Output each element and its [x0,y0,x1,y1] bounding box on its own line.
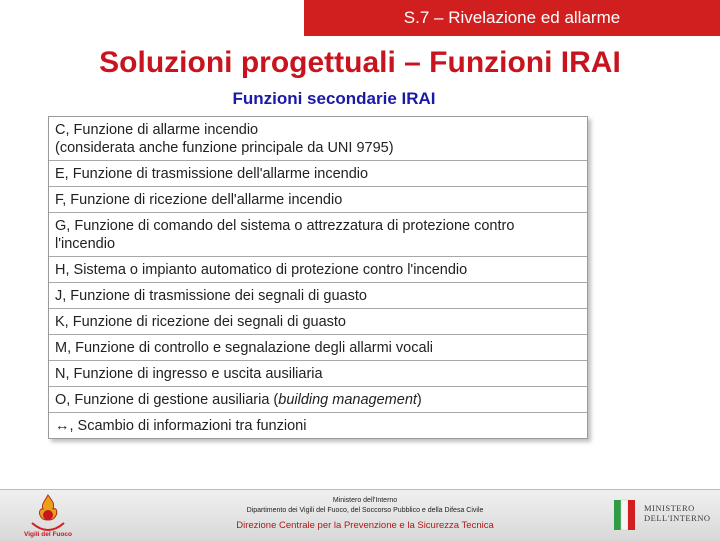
table-row [49,335,587,361]
row-text: E, Funzione di trasmissione dell'allarme incendio [55,166,369,182]
footer-ministry: Ministero dell'Interno [332,497,398,504]
functions-table [48,116,588,439]
footer-direction: Direzione Centrale per la Prevenzione e la Sicurezza Tecnica [236,520,494,531]
row-text: G, Funzione di comando del sistema o attrezzatura di protezione contro [55,218,515,234]
row-text-emphasis: building management [278,392,417,408]
vigili-del-fuoco-logo-icon [22,493,74,539]
table-row [49,283,587,309]
footer-ministry-info [200,496,530,516]
row-text: J, Funzione di trasmissione dei segnali di guasto [55,288,367,304]
row-text-continued: l'incendio [55,236,116,252]
section-label: S.7 – Rivelazione ed allarme [403,8,621,27]
row-text-prefix: O, Funzione di gestione ausiliaria ( [55,392,279,408]
row-text: N, Funzione di ingresso e uscita ausiliaria [55,366,323,382]
row-text: H, Sistema o impianto automatico di protezione contro l'incendio [55,262,468,278]
row-text: C, Funzione di allarme incendio [55,122,259,138]
slide-title: Soluzioni progettuali – Funzioni IRAI [99,46,621,79]
ministero-logo-text [644,503,711,523]
table-row [49,309,587,335]
row-text: K, Funzione di ricezione dei segnali di guasto [55,314,346,330]
ministero-line-1: MINISTERO [644,503,695,513]
row-text: M, Funzione di controllo e segnalazione degli allarmi vocali [55,340,434,356]
logo-left-text: Vigili del Fuoco [24,531,72,538]
slide-subtitle: Funzioni secondarie IRAI [232,89,436,108]
table-row [49,117,587,161]
table-row [49,213,587,257]
table-row [49,387,587,413]
row-text: ↔, Scambio di informazioni tra funzioni [55,418,307,434]
row-text [55,391,581,409]
ministero-line-2: DELL'INTERNO [644,513,711,523]
section-header-bar [304,0,720,36]
table-row [49,361,587,387]
table-row [49,187,587,213]
row-text-suffix: ) [416,392,422,408]
table-row [49,413,587,438]
row-text: F, Funzione di ricezione dell'allarme incendio [55,192,343,208]
table-row [49,161,587,187]
table-row [49,257,587,283]
footer-department: Dipartimento dei Vigili del Fuoco, del Soccorso Pubblico e della Difesa Civile [246,507,484,514]
row-text-continued: (considerata anche funzione principale da UNI 9795) [55,140,394,156]
